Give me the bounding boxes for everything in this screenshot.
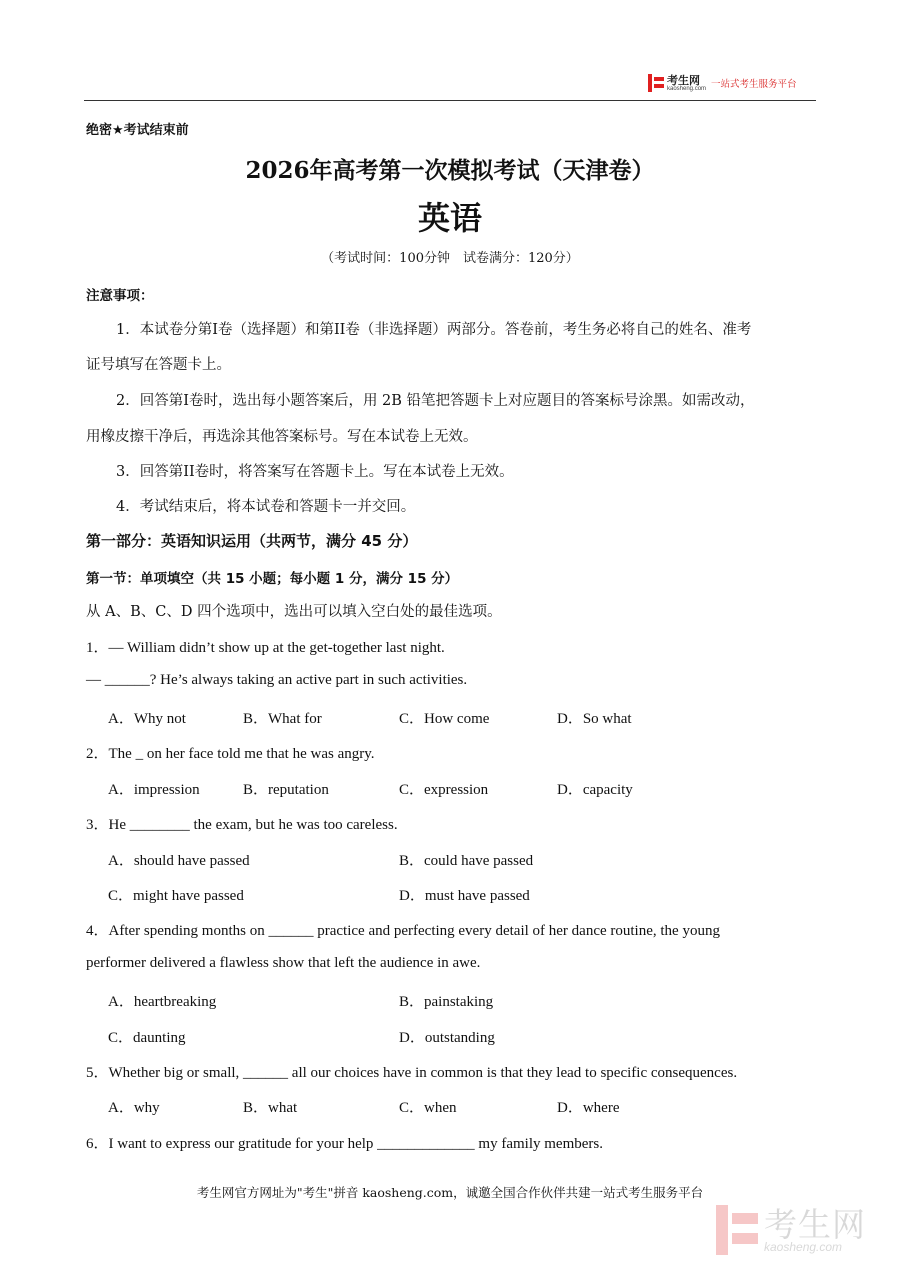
part1-heading: 第一部分：英语知识运用（共两节，满分 45 分） [86, 532, 418, 550]
option-c: C．How come [399, 711, 490, 727]
note-line: 证号填写在答题卡上。 [86, 357, 231, 373]
exam-meta: （考试时间：100分钟 试卷满分：120分） [321, 251, 579, 266]
note-line: 用橡皮擦干净后，再选涂其他答案标号。写在本试卷上无效。 [86, 429, 478, 445]
option-d: D．outstanding [399, 1030, 495, 1046]
note-line: 3．回答第II卷时，将答案写在答题卡上。写在本试卷上无效。 [116, 464, 514, 480]
option-c: C．when [399, 1100, 457, 1116]
instruction: 从 A、B、C、D 四个选项中，选出可以填入空白处的最佳选项。 [86, 604, 502, 620]
watermark [716, 1205, 866, 1255]
kaosheng-logo-icon [648, 74, 664, 92]
question-stem: 1．— William didn’t show up at the get-together last night. [86, 640, 445, 656]
option-a: A．impression [108, 782, 200, 798]
note-line: 4．考试结束后，将本试卷和答题卡一并交回。 [116, 499, 416, 515]
question-stem: 3．He ________ the exam, but he was too careless. [86, 817, 398, 833]
watermark-text: 考生网 [764, 1204, 866, 1244]
option-a: A．should have passed [108, 853, 250, 869]
option-b: B．reputation [243, 782, 329, 798]
question-stem: 6．I want to express our gratitude for your help _____________ my family members. [86, 1136, 603, 1152]
option-a: A．why [108, 1100, 160, 1116]
header-slogan: 一站式考生服务平台 [711, 79, 797, 90]
section1-heading: 第一节：单项填空（共 15 小题；每小题 1 分，满分 15 分） [86, 571, 459, 587]
note-line: 1．本试卷分第I卷（选择题）和第II卷（非选择题）两部分。答卷前，考生务必将自己的姓名、准考 [116, 322, 752, 338]
header-logo [648, 72, 797, 94]
logo-domain: kaosheng.com [667, 85, 707, 92]
option-d: D．capacity [557, 782, 633, 798]
option-c: C．might have passed [108, 888, 244, 904]
notes-title: 注意事项： [86, 288, 154, 304]
option-b: B．painstaking [399, 994, 494, 1010]
watermark-domain: kaosheng.com [764, 1239, 843, 1254]
question-stem: — ______? He’s always taking an active part in such activities. [86, 672, 468, 688]
header-divider [84, 100, 816, 101]
exam-title: 2026年高考第一次模拟考试（天津卷） [245, 157, 655, 184]
option-b: B．could have passed [399, 853, 534, 869]
confidential-label: 绝密★考试结束前 [86, 123, 189, 138]
option-c: C．expression [399, 782, 489, 798]
option-d: D．So what [557, 711, 632, 727]
logo-name: 考生网 [667, 73, 700, 87]
watermark-logo-icon [716, 1205, 758, 1255]
footer-note: 考生网官方网址为"考生"拼音 kaosheng.com，诚邀全国合作伙伴共建一站式考生服务平台 [196, 1185, 704, 1200]
option-c: C．daunting [108, 1030, 186, 1046]
subject-title: 英语 [417, 199, 482, 237]
logo-text [667, 75, 706, 92]
option-a: A．Why not [108, 711, 186, 727]
note-line: 2．回答第I卷时，选出每小题答案后，用 2B 铅笔把答题卡上对应题目的答案标号涂黑。如需改动， [116, 393, 755, 409]
question-stem: 2．The _ on her face told me that he was angry. [86, 746, 375, 762]
question-stem: 4．After spending months on ______ practice and perfecting every detail of her dance routine, the young [86, 923, 720, 939]
option-d: D．where [557, 1100, 620, 1116]
question-stem: performer delivered a flawless show that left the audience in awe. [86, 955, 481, 971]
option-b: B．what [243, 1100, 298, 1116]
question-stem: 5．Whether big or small, ______ all our choices have in common is that they lead to specific consequences. [86, 1065, 738, 1081]
option-a: A．heartbreaking [108, 994, 217, 1010]
option-d: D．must have passed [399, 888, 530, 904]
option-b: B．What for [243, 711, 322, 727]
